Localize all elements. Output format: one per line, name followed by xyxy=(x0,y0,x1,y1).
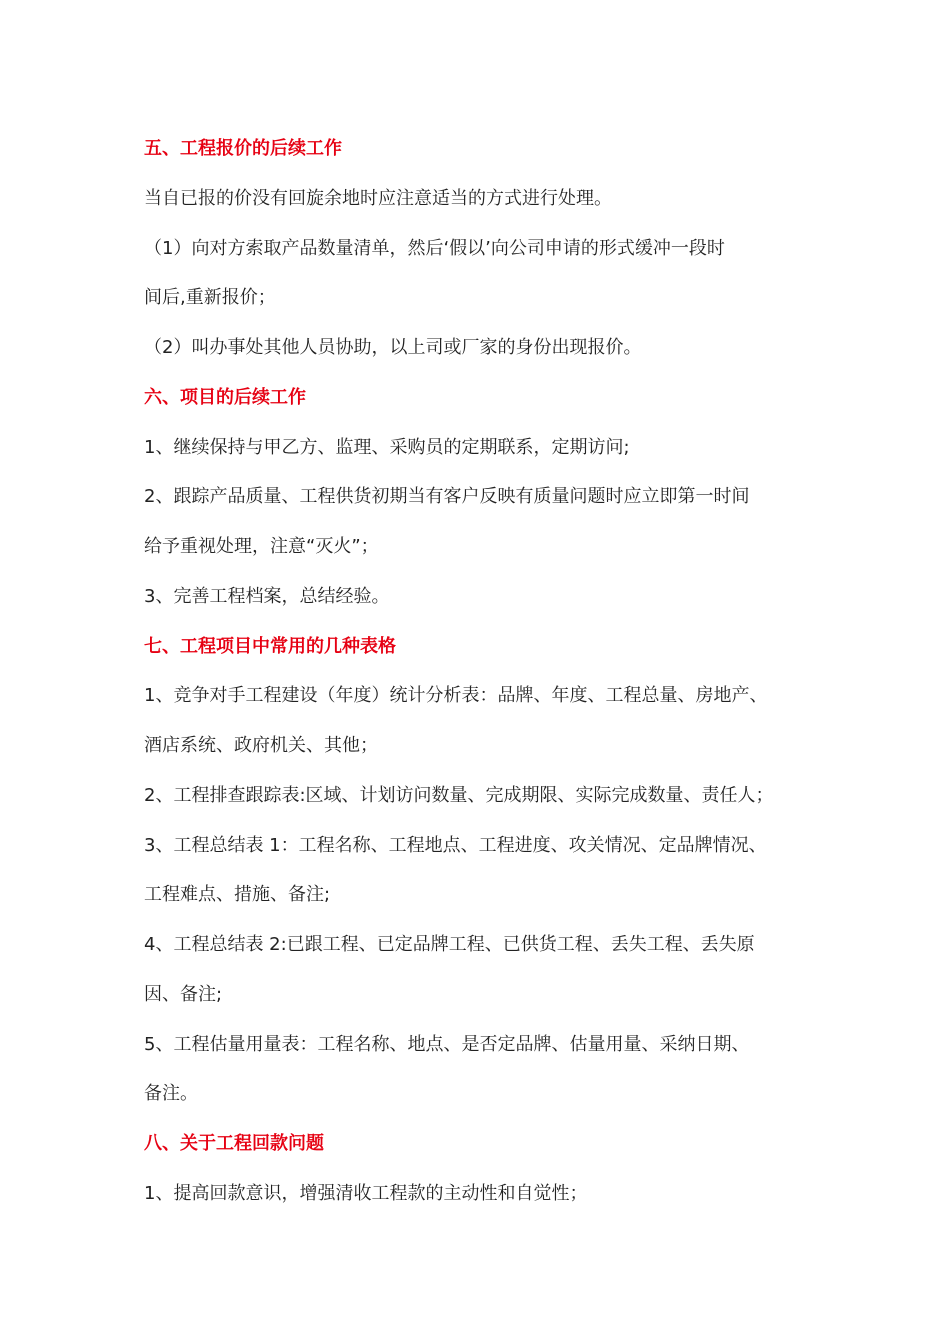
paragraph-line: 因、备注; xyxy=(144,983,223,1005)
paragraph-line: （1）向对方索取产品数量清单，然后‘假以’向公司申请的形式缓冲一段时 xyxy=(144,237,725,259)
paragraph-line: 3、工程总结表 1：工程名称、工程地点、工程进度、攻关情况、定品牌情况、 xyxy=(144,834,767,856)
paragraph-line: 2、跟踪产品质量、工程供货初期当有客户反映有质量问题时应立即第一时间 xyxy=(144,486,750,508)
paragraph-line: 1、提高回款意识，增强清收工程款的主动性和自觉性； xyxy=(144,1182,588,1204)
section-heading-5: 五、工程报价的后续工作 xyxy=(144,138,342,159)
paragraph-line: 5、工程估量用量表：工程名称、地点、是否定品牌、估量用量、采纳日期、 xyxy=(144,1033,750,1055)
paragraph-line: 2、工程排查跟踪表:区域、计划访问数量、完成期限、实际完成数量、责任人； xyxy=(144,784,774,806)
section-heading-8: 八、关于工程回款问题 xyxy=(144,1133,324,1154)
paragraph-line: 3、完善工程档案，总结经验。 xyxy=(144,585,390,607)
paragraph-line: 间后,重新报价； xyxy=(144,287,276,309)
paragraph-line: 1、继续保持与甲乙方、监理、采购员的定期联系，定期访问; xyxy=(144,436,630,458)
paragraph-line: 给予重视处理，注意“灭火”； xyxy=(144,536,379,557)
section-heading-6: 六、项目的后续工作 xyxy=(144,386,306,408)
paragraph-line: 工程难点、措施、备注; xyxy=(144,884,331,906)
paragraph-line: 当自已报的价没有回旋余地时应注意适当的方式进行处理。 xyxy=(144,187,612,209)
document-body xyxy=(144,124,814,1219)
paragraph-line: 酒店系统、政府机关、其他； xyxy=(144,735,378,756)
section-heading-7: 七、工程项目中常用的几种表格 xyxy=(144,635,396,657)
paragraph-line: 4、工程总结表 2:已跟工程、已定品牌工程、已供货工程、丢失工程、丢失原 xyxy=(144,934,755,955)
paragraph-line: （2）叫办事处其他人员协助，以上司或厂家的身份出现报价。 xyxy=(144,337,642,358)
paragraph-line: 备注。 xyxy=(144,1083,198,1105)
paragraph-line: 1、竞争对手工程建设（年度）统计分析表：品牌、年度、工程总量、房地产、 xyxy=(144,685,768,707)
